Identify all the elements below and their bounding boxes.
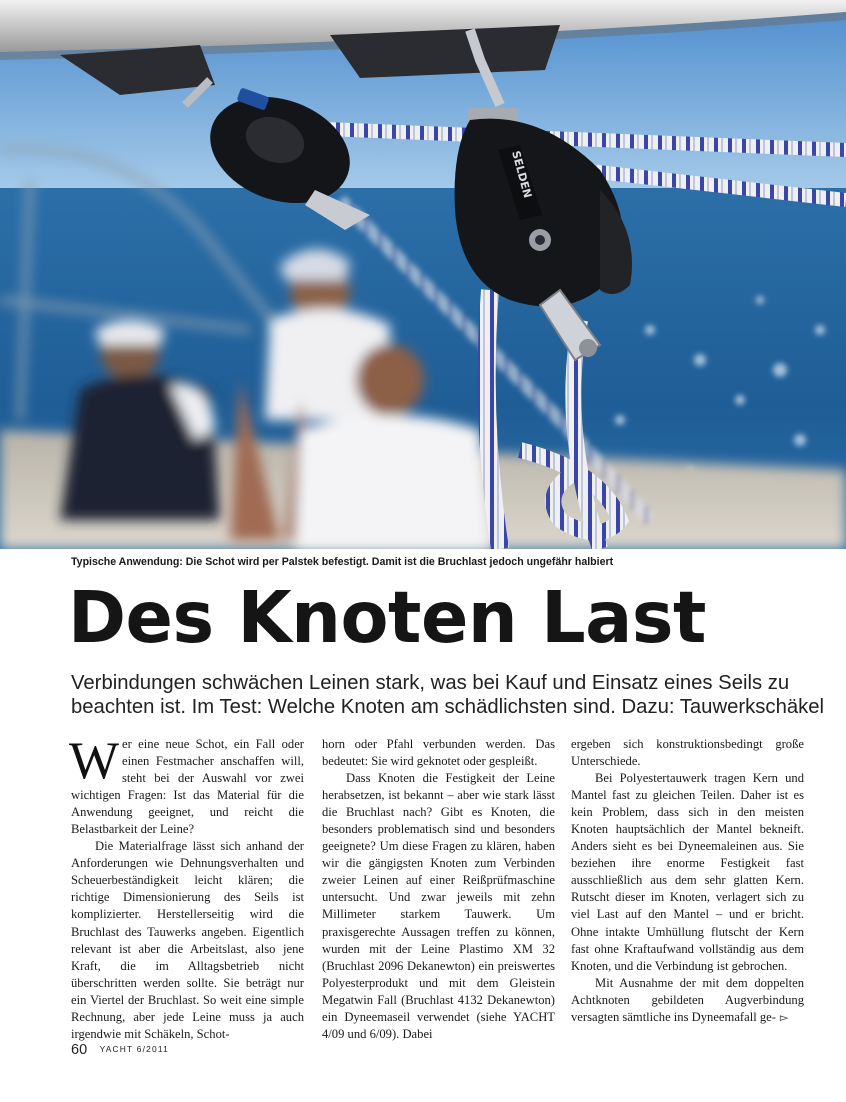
article-column-3	[571, 736, 804, 1026]
drop-cap: W	[69, 732, 120, 790]
article-column-2	[322, 736, 555, 1043]
page-footer	[71, 1041, 169, 1059]
paragraph: Die Materialfrage lässt sich anhand der Anforderungen wie Dehnungsverhalten und Scheuerbeständigkeit leicht klären; die richtige Dimensionierung des Seils ist komplizierter. Herstellerseitig wird die Bruchlast des Tauwerks angeben. Eigentlich relevant ist aber die Arbeitslast, also jene Kraft, die im Alltagsbetrieb nicht überschritten werden sollte. Sie beträgt nur ein Viertel der Bruchlast. So weit eine simple Rechnung, aber jede Leine muss ja auch irgendwie mit Schäkeln, Schot-	[71, 839, 304, 1041]
paragraph: ergeben sich konstruktionsbedingt große Unterschiede.	[571, 737, 804, 769]
paragraph-text: Mit Ausnahme der mit dem doppelten Achtknoten gebildeten Augverbindung versagten sämtliche ins Dyneemafall ge-	[571, 975, 804, 1024]
paragraph-text: er eine neue Schot, ein Fall oder einen Festmacher anschaffen will, steht bei der Auswahl vor zwei wichtigen Fragen: Ist das Material für die Anwendung geeignet, und reicht die Belastbarkeit der Leine?	[71, 737, 304, 837]
paragraph: horn oder Pfahl verbunden werden. Das bedeutet: Sie wird geknotet oder gespleißt.	[322, 737, 555, 769]
hero-photo	[0, 0, 846, 549]
paragraph: Dass Knoten die Festigkeit der Leine herabsetzen, ist bekannt – aber wie stark lässt die Bruchlast nach? Gibt es Knoten, die besonders problematisch sind und besonders geeignete? Um diese Fragen zu klären, haben wir die gängigsten Knoten zum Verbinden zweier Leinen auf einer Reißprüfmaschine untersucht. Und zwar jeweils mit zehn Millimeter starkem Tauwerk. Um praxisgerechte Aussagen treffen zu können, wurden mit der Leine Plastimo XM 32 (Bruchlast 2096 Dekanewton) ein preiswertes Polyesterprodukt und mit dem Gleistein Megatwin Fall (Bruchlast 4132 Dekanewton) ein Dyneemaseil verwendet (siehe YACHT 4/09 und 6/09). Dabei	[322, 771, 555, 1041]
photo-caption: Typische Anwendung: Die Schot wird per Palstek befestigt. Damit ist die Bruchlast jedoch ungefähr halbiert	[71, 556, 614, 568]
triangle-right-icon: ▻	[779, 1010, 789, 1024]
paragraph: Bei Polyestertauwerk tragen Kern und Mantel fast zu gleichen Teilen. Daher ist es kein Problem, dass sich in den meisten Knoten hauptsächlich der Mantel bekneift. Anders sieht es bei Dyneemaleinen aus. Sie beziehen ihre enorme Festigkeit fast ausschließlich aus dem sehr glatten Kern. Rutscht dieser im Knoten, verlagert sich zu viel Last auf den Mantel – und er bricht. Ohne intakte Umhüllung flutscht der Kern fast ohne Kraftaufwand vollständig aus dem Knoten, und die Verbindung ist gebrochen.	[571, 771, 804, 973]
page-number: 60	[71, 1042, 88, 1058]
deck-line-1: Verbindungen schwächen Leinen stark, was bei Kauf und Einsatz eines Seils zu	[71, 672, 790, 694]
article-title: Des Knoten Last	[68, 576, 706, 659]
paragraph	[571, 975, 804, 1026]
photo-illustration	[0, 0, 846, 549]
article-column-1	[69, 732, 304, 1043]
article-deck	[71, 672, 825, 719]
deck-line-2: beachten ist. Im Test: Welche Knoten am schädlichsten sind. Dazu: Tauwerkschäkel	[71, 695, 825, 718]
block-brand-label: SELDEN	[509, 149, 535, 200]
paragraph	[69, 732, 304, 838]
magazine-issue: YACHT 6/2011	[99, 1044, 169, 1054]
